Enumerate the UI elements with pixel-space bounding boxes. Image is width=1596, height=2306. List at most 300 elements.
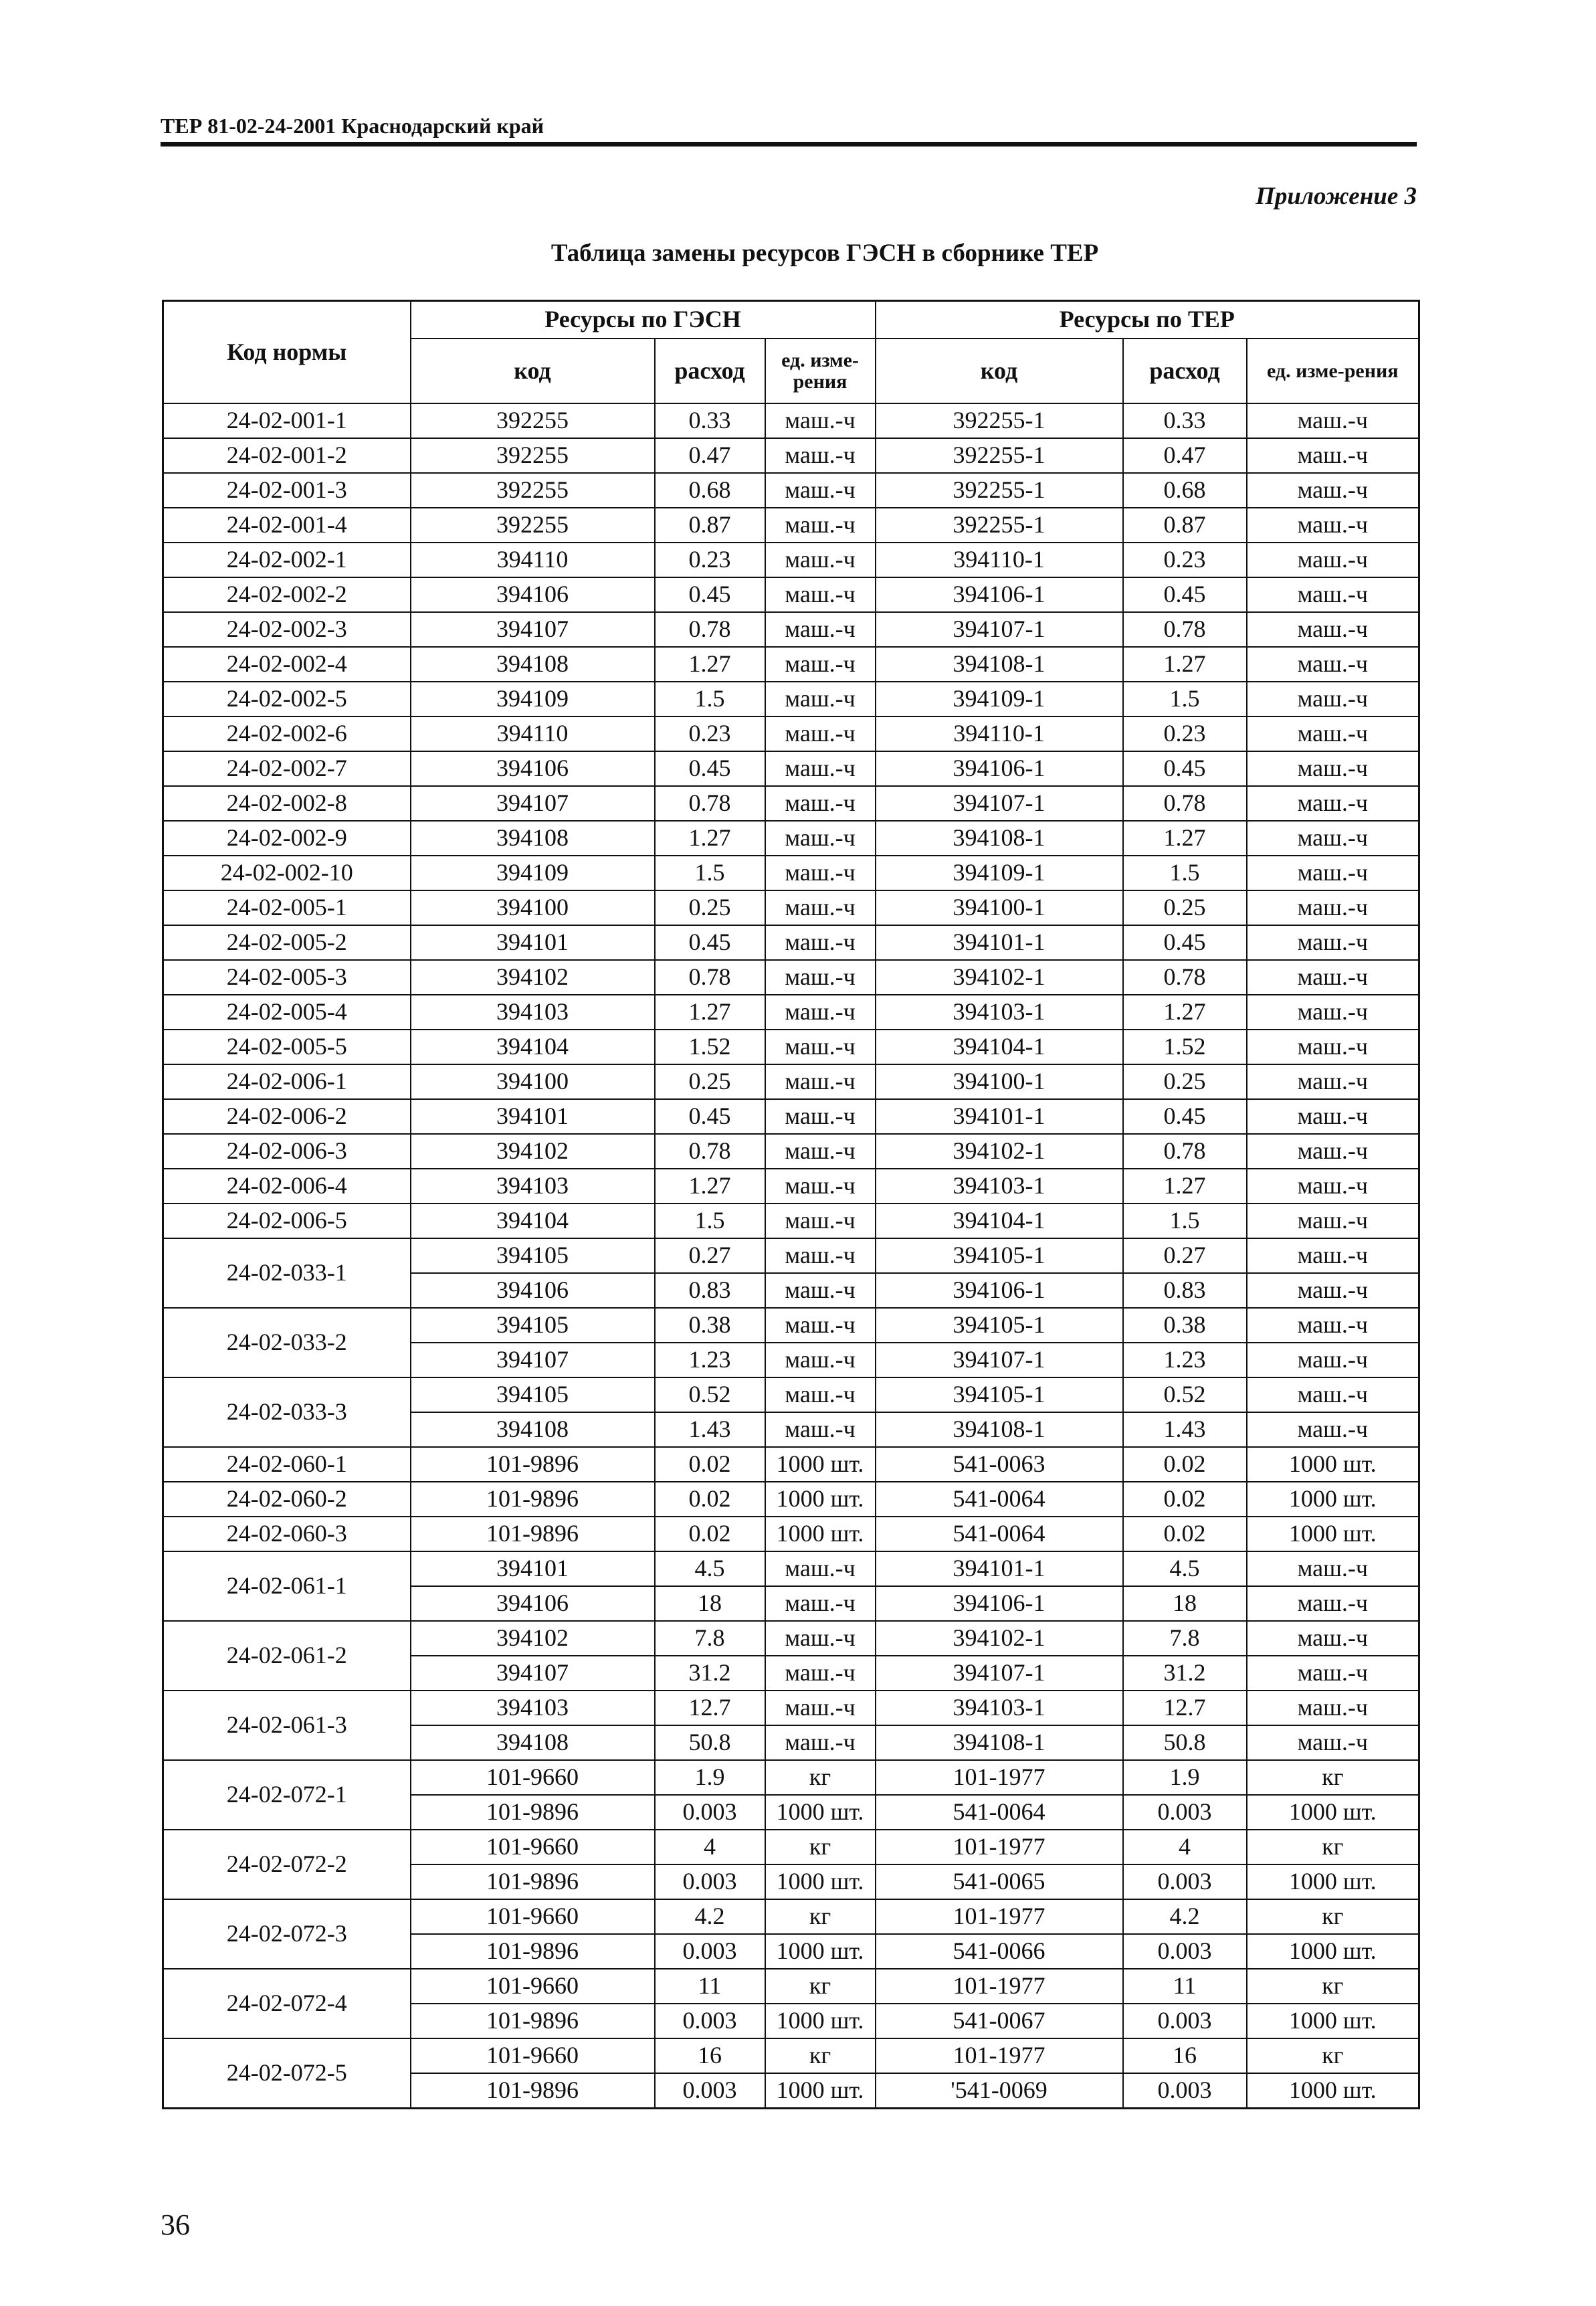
cell-gesn-rate: 0.003 xyxy=(655,2073,765,2109)
cell-gesn-unit: маш.-ч xyxy=(765,1099,876,1134)
page-number: 36 xyxy=(161,2208,190,2241)
cell-gesn-rate: 1.27 xyxy=(655,821,765,856)
cell-ter-unit: маш.-ч xyxy=(1247,403,1419,438)
cell-gesn-rate: 0.47 xyxy=(655,438,765,473)
table-row xyxy=(163,1482,1419,1517)
cell-ter-rate: 1.27 xyxy=(1123,995,1247,1030)
table-row xyxy=(163,1030,1419,1064)
cell-gesn-code: 394103 xyxy=(411,995,655,1030)
cell-gesn-code: 394105 xyxy=(411,1308,655,1343)
cell-gesn-unit: маш.-ч xyxy=(765,1308,876,1343)
table-row xyxy=(163,960,1419,995)
cell-norm-code: 24-02-002-8 xyxy=(163,786,411,821)
cell-gesn-rate: 0.02 xyxy=(655,1447,765,1482)
cell-ter-code: 394102-1 xyxy=(876,1134,1123,1169)
cell-gesn-rate: 31.2 xyxy=(655,1656,765,1691)
cell-gesn-rate: 0.45 xyxy=(655,925,765,960)
cell-gesn-code: 101-9896 xyxy=(411,1517,655,1551)
cell-norm-code: 24-02-002-1 xyxy=(163,543,411,577)
cell-gesn-code: 394110 xyxy=(411,543,655,577)
cell-ter-code: 392255-1 xyxy=(876,403,1123,438)
cell-gesn-code: 394102 xyxy=(411,1134,655,1169)
cell-gesn-code: 394100 xyxy=(411,1064,655,1099)
table-row xyxy=(163,925,1419,960)
cell-gesn-code: 101-9896 xyxy=(411,1447,655,1482)
cell-gesn-code: 394101 xyxy=(411,1099,655,1134)
cell-gesn-rate: 1.5 xyxy=(655,1204,765,1238)
cell-ter-rate: 16 xyxy=(1123,2038,1247,2073)
cell-gesn-code: 101-9660 xyxy=(411,1760,655,1795)
cell-gesn-rate: 0.78 xyxy=(655,960,765,995)
cell-norm-code: 24-02-005-4 xyxy=(163,995,411,1030)
cell-ter-rate: 0.52 xyxy=(1123,1377,1247,1412)
cell-ter-code: 394101-1 xyxy=(876,1551,1123,1586)
cell-gesn-unit: маш.-ч xyxy=(765,403,876,438)
cell-ter-rate: 0.78 xyxy=(1123,960,1247,995)
cell-gesn-unit: маш.-ч xyxy=(765,1204,876,1238)
cell-ter-code: 394102-1 xyxy=(876,960,1123,995)
table-row xyxy=(163,508,1419,543)
cell-gesn-code: 394109 xyxy=(411,682,655,716)
cell-gesn-code: 394103 xyxy=(411,1169,655,1204)
cell-ter-code: 394106-1 xyxy=(876,1586,1123,1621)
cell-ter-unit: кг xyxy=(1247,1760,1419,1795)
cell-gesn-unit: маш.-ч xyxy=(765,751,876,786)
cell-gesn-code: 394108 xyxy=(411,1725,655,1760)
cell-ter-rate: 4.5 xyxy=(1123,1551,1247,1586)
cell-ter-rate: 1.52 xyxy=(1123,1030,1247,1064)
cell-gesn-unit: маш.-ч xyxy=(765,821,876,856)
cell-gesn-rate: 0.38 xyxy=(655,1308,765,1343)
table-row xyxy=(163,1517,1419,1551)
header-ter-code: код xyxy=(876,339,1123,403)
cell-ter-unit: 1000 шт. xyxy=(1247,2073,1419,2109)
cell-ter-code: 394104-1 xyxy=(876,1204,1123,1238)
cell-gesn-unit: маш.-ч xyxy=(765,473,876,508)
cell-ter-code: 394101-1 xyxy=(876,925,1123,960)
cell-ter-unit: маш.-ч xyxy=(1247,577,1419,612)
cell-gesn-unit: маш.-ч xyxy=(765,682,876,716)
table-row xyxy=(163,1238,1419,1273)
cell-gesn-code: 394102 xyxy=(411,1621,655,1656)
table-row xyxy=(163,1134,1419,1169)
cell-norm-code: 24-02-001-2 xyxy=(163,438,411,473)
cell-gesn-unit: маш.-ч xyxy=(765,1656,876,1691)
cell-norm-code: 24-02-006-4 xyxy=(163,1169,411,1204)
cell-ter-code: 394105-1 xyxy=(876,1308,1123,1343)
cell-ter-rate: 12.7 xyxy=(1123,1691,1247,1725)
cell-gesn-code: 101-9896 xyxy=(411,1482,655,1517)
table-row xyxy=(163,1099,1419,1134)
cell-norm-code: 24-02-002-9 xyxy=(163,821,411,856)
cell-gesn-code: 394108 xyxy=(411,1412,655,1447)
cell-gesn-unit: маш.-ч xyxy=(765,1030,876,1064)
cell-gesn-rate: 4 xyxy=(655,1830,765,1864)
cell-ter-unit: маш.-ч xyxy=(1247,473,1419,508)
cell-ter-code: 394106-1 xyxy=(876,577,1123,612)
cell-ter-code: 392255-1 xyxy=(876,473,1123,508)
cell-gesn-rate: 1.27 xyxy=(655,1169,765,1204)
table-row xyxy=(163,1447,1419,1482)
cell-ter-code: 394101-1 xyxy=(876,1099,1123,1134)
cell-ter-unit: маш.-ч xyxy=(1247,543,1419,577)
cell-ter-rate: 0.45 xyxy=(1123,577,1247,612)
cell-ter-unit: кг xyxy=(1247,1830,1419,1864)
cell-gesn-unit: маш.-ч xyxy=(765,1621,876,1656)
cell-ter-code: 394107-1 xyxy=(876,786,1123,821)
cell-norm-code: 24-02-005-3 xyxy=(163,960,411,995)
header-gesn-unit: ед. изме-рения xyxy=(765,339,876,403)
cell-norm-code: 24-02-006-3 xyxy=(163,1134,411,1169)
cell-ter-unit: 1000 шт. xyxy=(1247,1934,1419,1969)
cell-gesn-code: 394110 xyxy=(411,716,655,751)
cell-gesn-code: 394109 xyxy=(411,856,655,890)
cell-gesn-unit: 1000 шт. xyxy=(765,1795,876,1830)
cell-gesn-code: 392255 xyxy=(411,438,655,473)
table-row xyxy=(163,403,1419,438)
cell-ter-code: 392255-1 xyxy=(876,508,1123,543)
cell-ter-unit: маш.-ч xyxy=(1247,716,1419,751)
cell-gesn-code: 101-9660 xyxy=(411,1830,655,1864)
cell-ter-unit: маш.-ч xyxy=(1247,1621,1419,1656)
cell-ter-rate: 50.8 xyxy=(1123,1725,1247,1760)
cell-ter-code: 101-1977 xyxy=(876,2038,1123,2073)
cell-norm-code: 24-02-072-1 xyxy=(163,1760,411,1830)
cell-ter-code: 394103-1 xyxy=(876,1691,1123,1725)
header-gesn-code: код xyxy=(411,339,655,403)
table-row xyxy=(163,1204,1419,1238)
cell-norm-code: 24-02-005-1 xyxy=(163,890,411,925)
cell-ter-code: 394109-1 xyxy=(876,856,1123,890)
cell-gesn-unit: маш.-ч xyxy=(765,786,876,821)
cell-gesn-unit: маш.-ч xyxy=(765,577,876,612)
cell-ter-unit: 1000 шт. xyxy=(1247,1864,1419,1899)
cell-gesn-unit: кг xyxy=(765,2038,876,2073)
cell-gesn-rate: 4.5 xyxy=(655,1551,765,1586)
cell-ter-unit: маш.-ч xyxy=(1247,438,1419,473)
cell-ter-code: '541-0069 xyxy=(876,2073,1123,2109)
cell-ter-rate: 0.003 xyxy=(1123,2004,1247,2038)
table-title: Таблица замены ресурсов ГЭСН в сборнике ТЕР xyxy=(551,239,1099,267)
cell-ter-unit: 1000 шт. xyxy=(1247,1447,1419,1482)
cell-ter-rate: 0.23 xyxy=(1123,543,1247,577)
cell-gesn-code: 394106 xyxy=(411,751,655,786)
cell-ter-code: 394107-1 xyxy=(876,1656,1123,1691)
cell-norm-code: 24-02-072-2 xyxy=(163,1830,411,1899)
table-row xyxy=(163,438,1419,473)
cell-ter-rate: 18 xyxy=(1123,1586,1247,1621)
cell-ter-rate: 0.02 xyxy=(1123,1517,1247,1551)
cell-gesn-rate: 0.003 xyxy=(655,1864,765,1899)
cell-gesn-code: 394106 xyxy=(411,577,655,612)
cell-gesn-code: 392255 xyxy=(411,473,655,508)
cell-ter-unit: маш.-ч xyxy=(1247,1691,1419,1725)
cell-gesn-code: 392255 xyxy=(411,508,655,543)
table-row xyxy=(163,856,1419,890)
cell-ter-rate: 0.02 xyxy=(1123,1447,1247,1482)
cell-ter-code: 394110-1 xyxy=(876,543,1123,577)
cell-gesn-rate: 0.45 xyxy=(655,1099,765,1134)
cell-gesn-unit: маш.-ч xyxy=(765,716,876,751)
cell-gesn-rate: 0.87 xyxy=(655,508,765,543)
cell-ter-code: 394106-1 xyxy=(876,751,1123,786)
cell-gesn-rate: 1.27 xyxy=(655,995,765,1030)
cell-norm-code: 24-02-033-1 xyxy=(163,1238,411,1308)
cell-ter-unit: кг xyxy=(1247,2038,1419,2073)
cell-ter-rate: 0.45 xyxy=(1123,751,1247,786)
cell-gesn-unit: кг xyxy=(765,1969,876,2004)
cell-gesn-rate: 1.23 xyxy=(655,1343,765,1377)
cell-ter-unit: маш.-ч xyxy=(1247,1134,1419,1169)
cell-ter-rate: 1.5 xyxy=(1123,856,1247,890)
cell-gesn-rate: 1.5 xyxy=(655,856,765,890)
cell-ter-code: 101-1977 xyxy=(876,1969,1123,2004)
cell-gesn-unit: маш.-ч xyxy=(765,1238,876,1273)
cell-ter-code: 394109-1 xyxy=(876,682,1123,716)
cell-ter-rate: 0.47 xyxy=(1123,438,1247,473)
cell-gesn-rate: 12.7 xyxy=(655,1691,765,1725)
cell-ter-rate: 4.2 xyxy=(1123,1899,1247,1934)
cell-ter-rate: 0.25 xyxy=(1123,1064,1247,1099)
cell-norm-code: 24-02-072-4 xyxy=(163,1969,411,2038)
cell-ter-code: 392255-1 xyxy=(876,438,1123,473)
cell-gesn-code: 101-9896 xyxy=(411,1934,655,1969)
header-gesn-group: Ресурсы по ГЭСН xyxy=(411,301,876,339)
cell-ter-unit: маш.-ч xyxy=(1247,1412,1419,1447)
resource-table xyxy=(162,300,1420,2109)
cell-gesn-code: 101-9896 xyxy=(411,2004,655,2038)
cell-ter-code: 541-0065 xyxy=(876,1864,1123,1899)
cell-ter-code: 394100-1 xyxy=(876,890,1123,925)
cell-norm-code: 24-02-072-5 xyxy=(163,2038,411,2109)
cell-ter-unit: маш.-ч xyxy=(1247,786,1419,821)
cell-ter-rate: 1.43 xyxy=(1123,1412,1247,1447)
cell-ter-rate: 0.83 xyxy=(1123,1273,1247,1308)
cell-ter-code: 394108-1 xyxy=(876,821,1123,856)
table-row xyxy=(163,1064,1419,1099)
cell-gesn-rate: 0.68 xyxy=(655,473,765,508)
cell-gesn-code: 101-9896 xyxy=(411,2073,655,2109)
cell-ter-unit: маш.-ч xyxy=(1247,1551,1419,1586)
cell-gesn-unit: кг xyxy=(765,1899,876,1934)
cell-gesn-unit: маш.-ч xyxy=(765,1377,876,1412)
cell-ter-code: 541-0064 xyxy=(876,1795,1123,1830)
cell-ter-code: 101-1977 xyxy=(876,1899,1123,1934)
cell-gesn-unit: маш.-ч xyxy=(765,543,876,577)
cell-norm-code: 24-02-006-2 xyxy=(163,1099,411,1134)
cell-gesn-unit: маш.-ч xyxy=(765,1691,876,1725)
cell-ter-rate: 0.45 xyxy=(1123,925,1247,960)
table-row xyxy=(163,1621,1419,1656)
cell-gesn-code: 394107 xyxy=(411,1656,655,1691)
cell-ter-unit: маш.-ч xyxy=(1247,751,1419,786)
cell-ter-rate: 0.68 xyxy=(1123,473,1247,508)
cell-ter-rate: 31.2 xyxy=(1123,1656,1247,1691)
cell-norm-code: 24-02-002-5 xyxy=(163,682,411,716)
cell-ter-code: 394108-1 xyxy=(876,1725,1123,1760)
cell-gesn-rate: 0.02 xyxy=(655,1517,765,1551)
cell-norm-code: 24-02-006-5 xyxy=(163,1204,411,1238)
table-row xyxy=(163,1899,1419,1934)
cell-gesn-rate: 0.23 xyxy=(655,543,765,577)
header-gesn-rate: расход xyxy=(655,339,765,403)
cell-ter-rate: 0.23 xyxy=(1123,716,1247,751)
cell-ter-code: 394103-1 xyxy=(876,995,1123,1030)
cell-gesn-unit: маш.-ч xyxy=(765,1412,876,1447)
cell-norm-code: 24-02-072-3 xyxy=(163,1899,411,1969)
cell-gesn-code: 394103 xyxy=(411,1691,655,1725)
cell-gesn-rate: 0.78 xyxy=(655,612,765,647)
table-row xyxy=(163,1377,1419,1412)
cell-norm-code: 24-02-001-4 xyxy=(163,508,411,543)
cell-norm-code: 24-02-002-4 xyxy=(163,647,411,682)
table-row xyxy=(163,682,1419,716)
cell-gesn-unit: маш.-ч xyxy=(765,890,876,925)
cell-gesn-unit: маш.-ч xyxy=(765,1343,876,1377)
cell-ter-rate: 0.33 xyxy=(1123,403,1247,438)
cell-ter-rate: 0.003 xyxy=(1123,1934,1247,1969)
table-row xyxy=(163,1551,1419,1586)
cell-gesn-unit: 1000 шт. xyxy=(765,1934,876,1969)
cell-norm-code: 24-02-060-1 xyxy=(163,1447,411,1482)
cell-ter-rate: 0.38 xyxy=(1123,1308,1247,1343)
cell-ter-rate: 0.78 xyxy=(1123,1134,1247,1169)
cell-gesn-unit: маш.-ч xyxy=(765,1169,876,1204)
cell-ter-rate: 7.8 xyxy=(1123,1621,1247,1656)
cell-ter-unit: маш.-ч xyxy=(1247,995,1419,1030)
table-row xyxy=(163,473,1419,508)
table-row xyxy=(163,1969,1419,2004)
cell-gesn-rate: 16 xyxy=(655,2038,765,2073)
cell-ter-code: 394110-1 xyxy=(876,716,1123,751)
cell-gesn-unit: маш.-ч xyxy=(765,960,876,995)
cell-gesn-code: 394108 xyxy=(411,821,655,856)
cell-gesn-code: 394100 xyxy=(411,890,655,925)
cell-gesn-code: 394104 xyxy=(411,1204,655,1238)
cell-gesn-rate: 0.003 xyxy=(655,2004,765,2038)
cell-gesn-rate: 0.83 xyxy=(655,1273,765,1308)
cell-ter-unit: 1000 шт. xyxy=(1247,1795,1419,1830)
cell-gesn-code: 394105 xyxy=(411,1377,655,1412)
cell-gesn-rate: 0.45 xyxy=(655,751,765,786)
cell-ter-unit: кг xyxy=(1247,1899,1419,1934)
table-row xyxy=(163,1691,1419,1725)
cell-norm-code: 24-02-033-2 xyxy=(163,1308,411,1377)
cell-ter-code: 394104-1 xyxy=(876,1030,1123,1064)
cell-ter-code: 394102-1 xyxy=(876,1621,1123,1656)
cell-ter-code: 394105-1 xyxy=(876,1377,1123,1412)
cell-ter-rate: 0.003 xyxy=(1123,1864,1247,1899)
table-row xyxy=(163,995,1419,1030)
table-row xyxy=(163,786,1419,821)
cell-ter-unit: маш.-ч xyxy=(1247,508,1419,543)
table-row xyxy=(163,1760,1419,1795)
cell-ter-unit: маш.-ч xyxy=(1247,1030,1419,1064)
cell-gesn-unit: маш.-ч xyxy=(765,1064,876,1099)
header-ter-group: Ресурсы по ТЕР xyxy=(876,301,1419,339)
table-row xyxy=(163,751,1419,786)
cell-norm-code: 24-02-002-6 xyxy=(163,716,411,751)
cell-ter-code: 541-0066 xyxy=(876,1934,1123,1969)
cell-gesn-rate: 0.33 xyxy=(655,403,765,438)
cell-gesn-rate: 0.52 xyxy=(655,1377,765,1412)
header-rule xyxy=(161,142,1417,147)
cell-ter-unit: маш.-ч xyxy=(1247,1099,1419,1134)
cell-ter-rate: 0.87 xyxy=(1123,508,1247,543)
cell-gesn-rate: 0.78 xyxy=(655,1134,765,1169)
cell-gesn-rate: 0.27 xyxy=(655,1238,765,1273)
appendix-label: Приложение 3 xyxy=(1256,183,1417,210)
cell-gesn-unit: маш.-ч xyxy=(765,1273,876,1308)
cell-ter-unit: маш.-ч xyxy=(1247,682,1419,716)
cell-gesn-rate: 1.27 xyxy=(655,647,765,682)
cell-gesn-unit: 1000 шт. xyxy=(765,2004,876,2038)
cell-gesn-rate: 1.43 xyxy=(655,1412,765,1447)
cell-ter-rate: 0.78 xyxy=(1123,786,1247,821)
cell-gesn-rate: 4.2 xyxy=(655,1899,765,1934)
cell-ter-rate: 0.003 xyxy=(1123,1795,1247,1830)
table-row xyxy=(163,1830,1419,1864)
header-norm-code: Код нормы xyxy=(163,301,411,404)
cell-ter-code: 101-1977 xyxy=(876,1760,1123,1795)
cell-gesn-code: 101-9660 xyxy=(411,1899,655,1934)
cell-ter-rate: 1.5 xyxy=(1123,682,1247,716)
cell-ter-code: 394108-1 xyxy=(876,647,1123,682)
cell-ter-unit: маш.-ч xyxy=(1247,1273,1419,1308)
cell-norm-code: 24-02-001-3 xyxy=(163,473,411,508)
header-ter-rate: расход xyxy=(1123,339,1247,403)
cell-ter-unit: маш.-ч xyxy=(1247,890,1419,925)
cell-ter-unit: кг xyxy=(1247,1969,1419,2004)
cell-gesn-rate: 0.02 xyxy=(655,1482,765,1517)
cell-gesn-rate: 7.8 xyxy=(655,1621,765,1656)
table-row xyxy=(163,821,1419,856)
cell-ter-unit: маш.-ч xyxy=(1247,960,1419,995)
cell-ter-unit: маш.-ч xyxy=(1247,1238,1419,1273)
cell-gesn-code: 394108 xyxy=(411,647,655,682)
cell-gesn-code: 394102 xyxy=(411,960,655,995)
cell-ter-rate: 1.27 xyxy=(1123,647,1247,682)
cell-ter-rate: 1.27 xyxy=(1123,1169,1247,1204)
cell-norm-code: 24-02-060-2 xyxy=(163,1482,411,1517)
cell-ter-rate: 1.5 xyxy=(1123,1204,1247,1238)
cell-gesn-unit: 1000 шт. xyxy=(765,1482,876,1517)
cell-gesn-code: 394107 xyxy=(411,786,655,821)
cell-gesn-unit: маш.-ч xyxy=(765,1551,876,1586)
cell-gesn-unit: 1000 шт. xyxy=(765,1517,876,1551)
cell-ter-unit: маш.-ч xyxy=(1247,1308,1419,1343)
cell-ter-unit: маш.-ч xyxy=(1247,1725,1419,1760)
cell-gesn-code: 101-9660 xyxy=(411,2038,655,2073)
table-row xyxy=(163,1308,1419,1343)
running-header: ТЕР 81-02-24-2001 Краснодарский край xyxy=(161,114,544,138)
cell-ter-rate: 0.003 xyxy=(1123,2073,1247,2109)
cell-norm-code: 24-02-033-3 xyxy=(163,1377,411,1447)
table-row xyxy=(163,2038,1419,2073)
header-ter-unit: ед. изме-рения xyxy=(1247,339,1419,403)
cell-gesn-rate: 0.003 xyxy=(655,1934,765,1969)
table-row xyxy=(163,543,1419,577)
table-row xyxy=(163,716,1419,751)
cell-gesn-unit: маш.-ч xyxy=(765,1134,876,1169)
cell-gesn-unit: 1000 шт. xyxy=(765,1864,876,1899)
cell-ter-rate: 0.78 xyxy=(1123,612,1247,647)
cell-norm-code: 24-02-002-7 xyxy=(163,751,411,786)
cell-ter-unit: маш.-ч xyxy=(1247,647,1419,682)
cell-norm-code: 24-02-002-2 xyxy=(163,577,411,612)
cell-gesn-unit: маш.-ч xyxy=(765,647,876,682)
cell-ter-unit: 1000 шт. xyxy=(1247,2004,1419,2038)
